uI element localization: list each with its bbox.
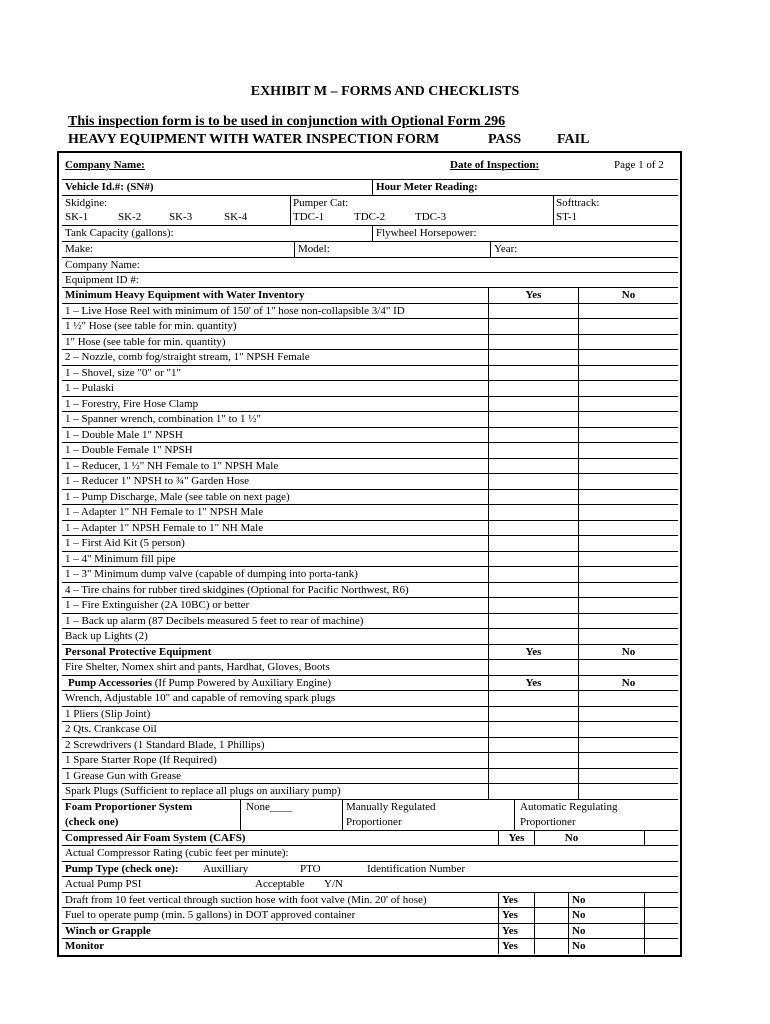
company-name-label-2: Company Name:	[65, 259, 140, 271]
yes-cell[interactable]	[488, 583, 578, 598]
ppe-heading-label: Personal Protective Equipment	[65, 645, 212, 658]
no-cell[interactable]	[578, 753, 678, 768]
acceptable-label: Acceptable	[255, 878, 305, 890]
no-cell[interactable]	[578, 304, 678, 319]
no-cell[interactable]	[578, 428, 678, 443]
inventory-item-label: 1 – First Aid Kit (5 person)	[65, 537, 185, 549]
pump-item	[62, 706, 678, 722]
cafs-heading	[62, 830, 678, 846]
skidgine-option: SK-1	[65, 211, 89, 223]
pto-option: PTO	[300, 862, 321, 875]
yes-cell[interactable]	[488, 474, 578, 489]
ppe-item	[62, 659, 678, 675]
divider	[534, 893, 538, 908]
divider	[644, 831, 648, 846]
pump-type-label: Pump Type (check one):	[65, 862, 179, 875]
no-cell: No	[568, 893, 678, 908]
pump-accessories-note: (If Pump Powered by Auxiliary Engine)	[152, 676, 332, 689]
divider	[534, 939, 538, 954]
inventory-item-label: 1 – Shovel, size "0" or "1"	[65, 366, 182, 379]
no-cell[interactable]	[578, 319, 678, 334]
yes-cell[interactable]	[488, 660, 578, 675]
pumper-cat-label: Pumper Cat:	[293, 197, 349, 209]
inventory-item	[62, 582, 678, 598]
foam-auto-option-2: Proportioner	[520, 815, 576, 828]
final-row-label: Fuel to operate pump (min. 5 gallons) in DOT approved container	[65, 909, 356, 921]
ppe-item-label: Fire Shelter, Nomex shirt and pants, Hardhat, Gloves, Boots	[65, 661, 330, 673]
equipment-id-row	[62, 272, 678, 287]
no-cell: No	[568, 908, 678, 923]
no-cell[interactable]	[578, 366, 678, 381]
foam-auto-option: Automatic Regulating	[520, 800, 618, 813]
divider	[644, 893, 648, 908]
yes-cell[interactable]	[488, 722, 578, 737]
no-cell[interactable]	[578, 660, 678, 675]
foam-none-option: None____	[246, 800, 292, 813]
yes-cell[interactable]	[488, 691, 578, 706]
pump-item-label: 2 Screwdrivers (1 Standard Blade, 1 Phillips)	[65, 738, 265, 751]
skidgine-label: Skidgine:	[65, 197, 108, 209]
no-cell[interactable]	[578, 381, 678, 396]
skidgine-option: SK-2	[118, 211, 142, 223]
inventory-item	[62, 365, 678, 381]
yes-cell[interactable]	[488, 459, 578, 474]
inventory-item-label: 1 – Reducer 1" NPSH to ¾" Garden Hose	[65, 475, 250, 487]
yes-cell[interactable]	[488, 443, 578, 458]
no-cell[interactable]	[578, 521, 678, 536]
foam-manual-option-2: Proportioner	[346, 815, 402, 828]
inventory-item	[62, 334, 678, 350]
no-cell[interactable]	[578, 505, 678, 520]
inventory-item-label: 1 – 4" Minimum fill pipe	[65, 552, 176, 565]
no-cell[interactable]	[578, 443, 678, 458]
no-cell[interactable]	[578, 707, 678, 722]
divider	[240, 800, 244, 830]
no-cell[interactable]	[578, 350, 678, 365]
divider	[644, 924, 648, 939]
yes-cell[interactable]	[488, 521, 578, 536]
no-cell[interactable]	[578, 412, 678, 427]
inventory-item-label: 4 – Tire chains for rubber tired skidgines (Optional for Pacific Northwest, R6)	[65, 583, 409, 596]
yes-cell[interactable]	[488, 614, 578, 629]
pump-item	[62, 768, 678, 784]
yes-cell: Yes	[498, 893, 568, 908]
foam-manual-option: Manually Regulated	[346, 800, 436, 813]
yes-no-option: Y/N	[324, 878, 343, 890]
pump-item-label: 1 Spare Starter Rope (If Required)	[65, 754, 217, 766]
inventory-item	[62, 473, 678, 489]
make-label: Make:	[65, 243, 94, 255]
yes-cell: Yes	[488, 645, 578, 660]
inventory-item	[62, 628, 678, 644]
pump-item	[62, 690, 678, 706]
foam-heading: Foam Proportioner System	[65, 800, 193, 813]
yes-cell[interactable]	[488, 629, 578, 644]
divider	[534, 924, 538, 939]
pass-label: PASS	[488, 132, 522, 147]
form-title: HEAVY EQUIPMENT WITH WATER INSPECTION FORM	[68, 132, 440, 147]
skidgine-option: SK-4	[224, 211, 248, 223]
final-row-label: Draft from 10 feet vertical through suction hose with foot valve (Min. 20' of hose)	[65, 893, 427, 906]
yes-cell: Yes	[488, 676, 578, 691]
pump-item	[62, 721, 678, 737]
yes-cell[interactable]	[488, 335, 578, 350]
flywheel-label: Flywheel Horsepower:	[372, 226, 678, 241]
yes-cell[interactable]	[488, 412, 578, 427]
auxilliary-option: Auxilliary	[203, 862, 249, 875]
inventory-item	[62, 427, 678, 443]
compressor-rating-label: Actual Compressor Rating (cubic feet per minute):	[65, 847, 289, 859]
yes-cell[interactable]	[488, 769, 578, 784]
no-cell[interactable]	[578, 583, 678, 598]
no-cell[interactable]	[578, 335, 678, 350]
yes-cell[interactable]	[488, 536, 578, 551]
inventory-item-label: 1 – Live Hose Reel with minimum of 150' of 1" hose non-collapsible 3/4" ID	[65, 304, 405, 317]
inventory-item-label: 1 – Spanner wrench, combination 1" to 1 ½"	[65, 413, 261, 425]
inventory-item-label: 1 – Double Female 1" NPSH	[65, 444, 193, 456]
inventory-item	[62, 566, 678, 582]
tank-row	[62, 225, 678, 241]
inventory-item-label: 1 – Fire Extinguisher (2A 10BC) or better	[65, 599, 250, 611]
pump-psi-row	[62, 876, 678, 892]
softtrack-label: Softtrack:	[556, 197, 600, 209]
identification-number-label: Identification Number	[367, 862, 466, 875]
final-row	[62, 923, 678, 939]
pump-item-label: 1 Pliers (Slip Joint)	[65, 707, 151, 720]
inventory-item	[62, 551, 678, 567]
conjunction-note: This inspection form is to be used in conjunction with Optional Form 296	[68, 114, 506, 129]
yes-cell[interactable]	[488, 552, 578, 567]
inventory-item	[62, 458, 678, 474]
inventory-item-label: 1 – Adapter 1" NH Female to 1" NPSH Male	[65, 506, 264, 518]
yes-cell[interactable]	[488, 350, 578, 365]
no-cell[interactable]	[578, 784, 678, 799]
exhibit-title: EXHIBIT M – FORMS AND CHECKLISTS	[250, 84, 520, 99]
inventory-item	[62, 504, 678, 520]
yes-cell[interactable]	[488, 428, 578, 443]
inventory-item-label: 1" Hose (see table for min. quantity)	[65, 335, 226, 348]
inventory-heading	[62, 287, 678, 303]
pump-item	[62, 752, 678, 768]
pump-item-label: Spark Plugs (Sufficient to replace all plugs on auxiliary pump)	[65, 785, 341, 797]
yes-cell[interactable]	[488, 598, 578, 613]
skidgine-option: SK-3	[169, 211, 193, 223]
inventory-item	[62, 303, 678, 319]
no-cell: No	[578, 676, 678, 691]
page-indicator: Page 1 of 2	[614, 159, 664, 171]
company-name-row	[62, 257, 678, 272]
yes-cell: Yes	[488, 288, 578, 303]
inventory-item	[62, 396, 678, 412]
softtrack-option: ST-1	[556, 211, 577, 223]
no-cell: No	[568, 939, 678, 954]
no-cell[interactable]	[578, 614, 678, 629]
pumper-option: TDC-3	[415, 211, 447, 223]
no-cell[interactable]	[578, 490, 678, 505]
pump-item-label: 2 Qts. Crankcase Oil	[65, 723, 157, 735]
inventory-item-label: 2 – Nozzle, comb fog/straight stream, 1" NPSH Female	[65, 351, 310, 363]
inventory-item-label: 1 – Pulaski	[65, 382, 114, 394]
compressor-rating-row	[62, 845, 678, 861]
no-cell[interactable]	[578, 459, 678, 474]
yes-cell: Yes	[498, 939, 568, 954]
yes-cell[interactable]	[488, 784, 578, 799]
equipment-type-row	[62, 195, 678, 225]
inspection-form	[62, 155, 678, 953]
foam-row	[62, 799, 678, 830]
final-row-label: Winch or Grapple	[65, 924, 151, 937]
yes-cell[interactable]	[488, 753, 578, 768]
yes-cell: Yes	[498, 908, 568, 923]
inventory-item-label: 1 ½" Hose (see table for min. quantity)	[65, 320, 237, 332]
pump-item	[62, 737, 678, 753]
yes-cell[interactable]	[488, 397, 578, 412]
inventory-item-label: 1 – Reducer, 1 ½" NH Female to 1" NPSH Male	[65, 459, 279, 472]
company-name-label: Company Name:	[65, 159, 145, 171]
final-row	[62, 892, 678, 908]
no-cell[interactable]	[578, 691, 678, 706]
divider	[644, 939, 648, 954]
year-label: Year:	[490, 242, 678, 257]
yes-cell: Yes	[498, 924, 568, 939]
inventory-item	[62, 411, 678, 427]
inventory-item	[62, 597, 678, 613]
pump-item-label: Wrench, Adjustable 10" and capable of removing spark plugs	[65, 692, 336, 704]
tank-capacity-label: Tank Capacity (gallons):	[65, 227, 174, 239]
no-cell[interactable]	[578, 738, 678, 753]
divider	[534, 908, 538, 923]
inventory-item-label: 1 – Pump Discharge, Male (see table on next page)	[65, 490, 290, 503]
final-row	[62, 907, 678, 923]
cafs-heading-label: Compressed Air Foam System (CAFS)	[65, 831, 246, 844]
no-cell[interactable]	[578, 598, 678, 613]
yes-cell[interactable]	[488, 567, 578, 582]
pump-heading	[62, 675, 678, 691]
inventory-item	[62, 613, 678, 629]
inventory-item	[62, 442, 678, 458]
model-label: Model:	[294, 242, 490, 257]
make-row	[62, 241, 678, 257]
inventory-item	[62, 380, 678, 396]
pump-item	[62, 783, 678, 799]
foam-check-one: (check one)	[65, 815, 119, 828]
inventory-item-label: 1 – Double Male 1" NPSH	[65, 428, 183, 441]
yes-cell[interactable]	[488, 319, 578, 334]
no-cell[interactable]	[578, 769, 678, 784]
no-cell: No	[568, 924, 678, 939]
yes-cell[interactable]	[488, 366, 578, 381]
final-row-label: Monitor	[65, 940, 105, 952]
pump-heading-label	[62, 676, 488, 691]
vehicle-id-label: Vehicle Id.#: (SN#)	[65, 181, 154, 193]
equipment-id-label: Equipment ID #:	[65, 274, 139, 286]
no-cell[interactable]	[578, 567, 678, 582]
inventory-item-label: Back up Lights (2)	[65, 630, 148, 642]
inventory-item	[62, 349, 678, 365]
no-cell[interactable]	[578, 722, 678, 737]
hour-meter-label: Hour Meter Reading:	[372, 180, 678, 195]
pumper-option: TDC-2	[354, 211, 386, 223]
inventory-item-label: 1 – Adapter 1" NPSH Female to 1" NH Male	[65, 521, 264, 534]
no-cell: No	[578, 288, 678, 303]
inventory-item	[62, 489, 678, 505]
company-date-row	[62, 155, 678, 179]
inventory-item	[62, 318, 678, 334]
inventory-heading-label: Minimum Heavy Equipment with Water Inventory	[65, 289, 305, 301]
yes-cell[interactable]	[488, 304, 578, 319]
pump-type-row	[62, 861, 678, 877]
fail-label: FAIL	[557, 132, 590, 147]
yes-cell[interactable]	[488, 707, 578, 722]
no-cell[interactable]	[578, 536, 678, 551]
divider	[514, 800, 518, 830]
divider	[644, 908, 648, 923]
pump-item-label: 1 Grease Gun with Grease	[65, 769, 182, 782]
inventory-item-label: 1 – 3" Minimum dump valve (capable of dumping into porta-tank)	[65, 568, 358, 580]
yes-cell: Yes	[498, 831, 534, 846]
date-of-inspection-label: Date of Inspection:	[450, 159, 540, 171]
yes-cell[interactable]	[488, 381, 578, 396]
form-title-line	[68, 132, 590, 148]
no-cell[interactable]	[578, 552, 678, 567]
no-cell[interactable]	[578, 629, 678, 644]
inventory-item	[62, 520, 678, 536]
yes-cell[interactable]	[488, 505, 578, 520]
no-cell: No	[534, 831, 608, 846]
yes-cell[interactable]	[488, 490, 578, 505]
inventory-item	[62, 535, 678, 551]
no-cell[interactable]	[578, 474, 678, 489]
yes-cell[interactable]	[488, 738, 578, 753]
pumper-option: TDC-1	[293, 211, 325, 223]
inventory-item-label: 1 – Forestry, Fire Hose Clamp	[65, 397, 199, 410]
ppe-heading	[62, 644, 678, 660]
no-cell[interactable]	[578, 397, 678, 412]
inventory-item-label: 1 – Back up alarm (87 Decibels measured 5 feet to rear of machine)	[65, 614, 364, 627]
actual-pump-psi-label: Actual Pump PSI	[65, 878, 142, 890]
no-cell: No	[578, 645, 678, 660]
vehicle-row	[62, 179, 678, 195]
pump-accessories-title: Pump Accessories	[68, 676, 153, 689]
final-row	[62, 938, 678, 954]
